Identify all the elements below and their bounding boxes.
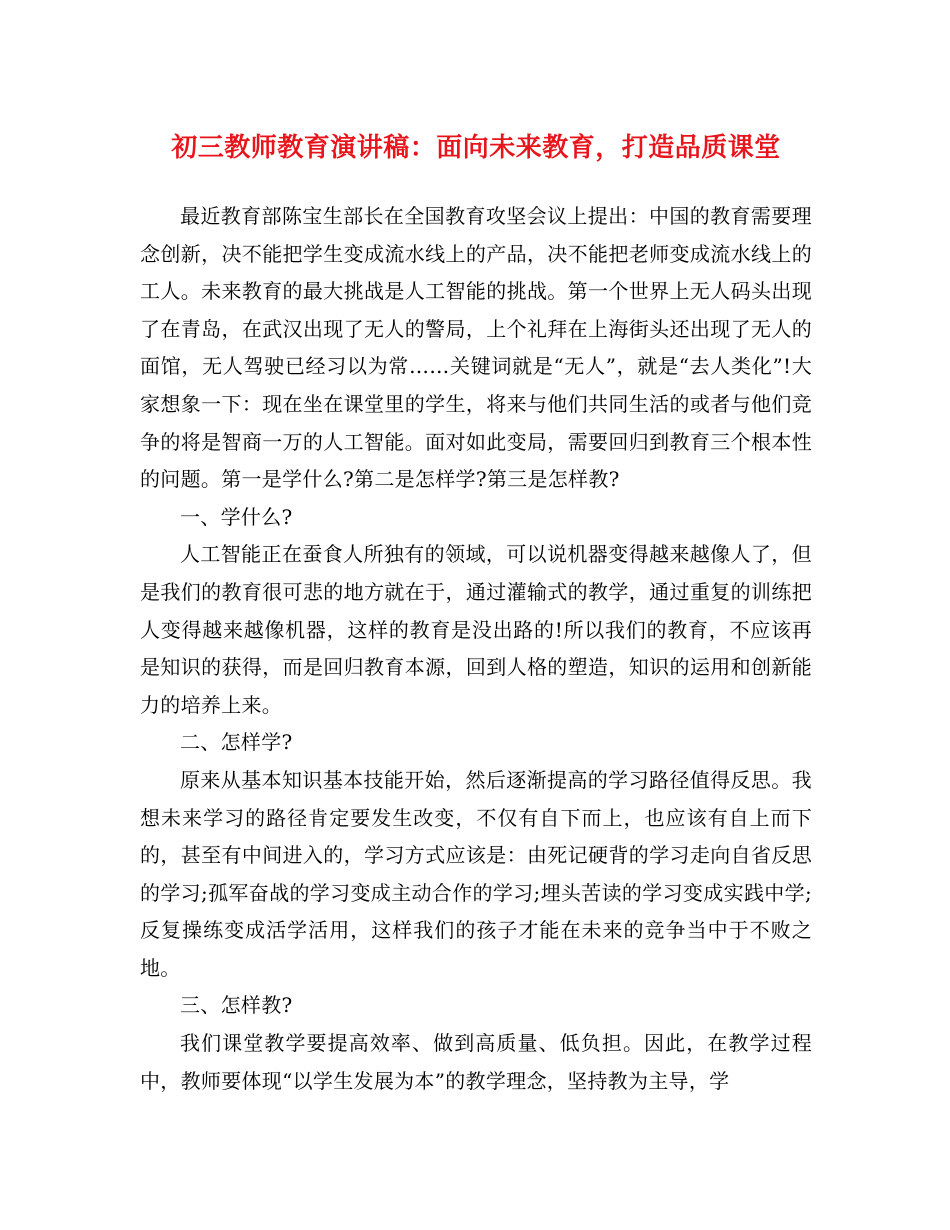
intro-paragraph: 最近教育部陈宝生部长在全国教育攻坚会议上提出：中国的教育需要理念创新，决不能把学生变成流水线上的产品，决不能把老师变成流水线上的工人。未来教育的最大挑战是人工智能的挑战。第一个世界上无人码头出现了在青岛，在武汉出现了无人的警局，上个礼拜在上海街头还出现了无人的面馆，无人驾驶已经习以为常……关键词就是“无人”，就是“去人类化”!大家想象一下：现在坐在课堂里的学生，将来与他们共同生活的或者与他们竞争的将是智商一万的人工智能。面对如此变局，需要回归到教育三个根本性的问题。第一是学什么?第二是怎样学?第三是怎样教?: [140, 204, 812, 492]
document-body: [140, 198, 812, 1100]
how-to-learn-paragraph: 原来从基本知识基本技能开始，然后逐渐提高的学习路径值得反思。我想未来学习的路径肯定要发生改变，不仅有自下而上，也应该有自上而下的，甚至有中间进入的，学习方式应该是：由死记硬背的学习走向自省反思的学习;孤军奋战的学习变成主动合作的学习;埋头苦读的学习变成实践中学;反复操练变成活学活用，这样我们的孩子才能在未来的竞争当中于不败之地。: [140, 767, 812, 980]
section-heading-how-to-learn: 二、怎样学?: [180, 730, 293, 755]
section-heading-how-to-teach: 三、怎样教?: [180, 993, 293, 1018]
document-title: 初三教师教育演讲稿：面向未来教育，打造品质课堂: [171, 133, 781, 163]
how-to-teach-paragraph: 我们课堂教学要提高效率、做到高质量、低负担。因此，在教学过程中，教师要体现“以学生发展为本”的教学理念，坚持教为主导，学: [140, 1031, 812, 1093]
what-to-learn-paragraph: 人工智能正在蚕食人所独有的领域，可以说机器变得越来越像人了，但是我们的教育很可悲的地方就在于，通过灌输式的教学，通过重复的训练把人变得越来越像机器，这样的教育是没出路的!所以我们的教育，不应该再是知识的获得，而是回归教育本源，回到人格的塑造，知识的运用和创新能力的培养上来。: [140, 542, 812, 717]
section-heading-what-to-learn: 一、学什么?: [180, 504, 293, 529]
